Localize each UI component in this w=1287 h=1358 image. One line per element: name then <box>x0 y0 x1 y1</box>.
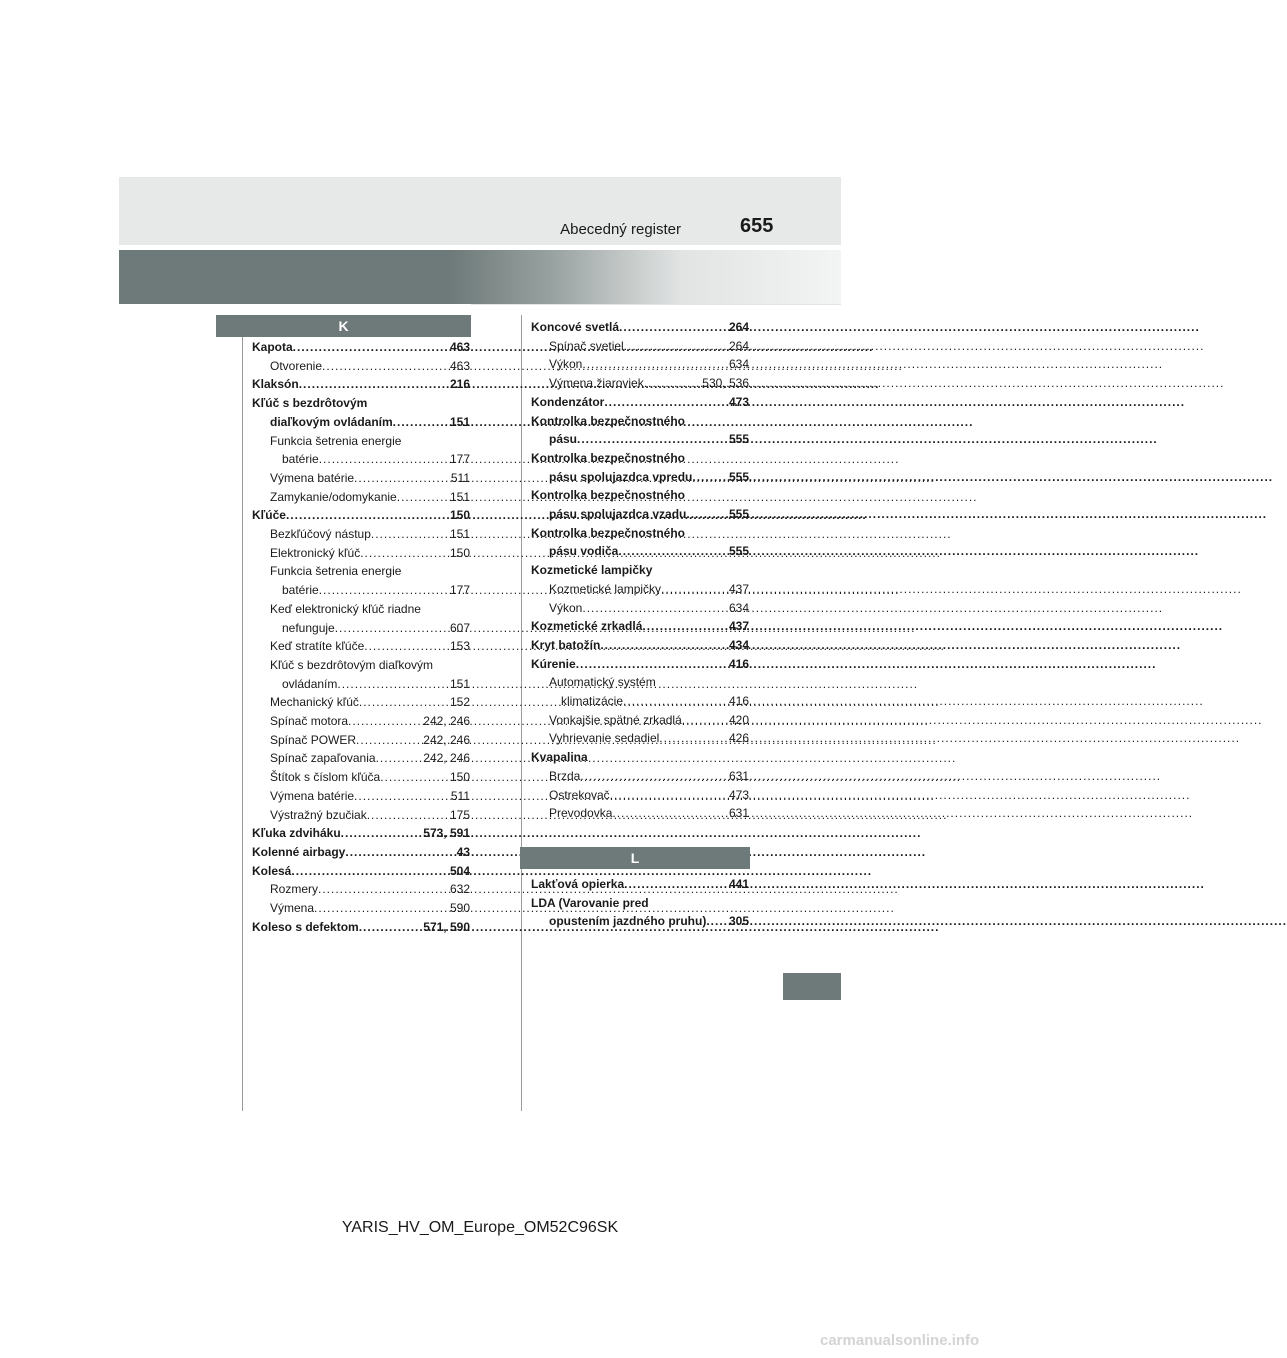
entry-pages: 153 <box>449 639 470 654</box>
index-entry[interactable] <box>252 450 470 469</box>
entry-pages: 511 <box>450 788 470 803</box>
index-column-left <box>252 338 470 937</box>
dot-leader <box>600 636 729 655</box>
entry-term: Kľuka zdviháku <box>252 826 341 841</box>
entry-term: Klaksón <box>252 377 299 392</box>
index-entry[interactable] <box>252 843 470 862</box>
entry-pages: 437 <box>728 581 749 596</box>
entry-pages: 631 <box>728 768 749 783</box>
entry-term: Výstražný bzučiak <box>270 807 367 822</box>
entry-pages: 264 <box>728 320 749 334</box>
entry-term: Brzda <box>549 768 581 783</box>
entry-term: Kozmetické lampičky <box>549 581 662 596</box>
dot-leader <box>337 675 450 694</box>
entry-pages: 416 <box>728 656 749 671</box>
entry-term: ovládaním <box>282 676 338 691</box>
entry-term: Kolesá <box>252 863 292 878</box>
watermark: carmanualsonline.info <box>820 1332 980 1349</box>
index-entry[interactable] <box>252 675 470 694</box>
index-entry[interactable] <box>252 413 470 432</box>
column-divider-middle <box>521 315 522 1111</box>
dot-leader <box>623 692 729 711</box>
entry-pages: 152 <box>449 695 470 710</box>
dot-leader <box>642 617 729 636</box>
header-band <box>119 177 841 245</box>
entry-pages: 437 <box>728 619 749 634</box>
entry-term: Elektronický kľúč <box>270 545 361 560</box>
index-entry[interactable] <box>252 693 470 712</box>
index-entry[interactable] <box>252 731 470 750</box>
dot-leader <box>612 804 729 823</box>
entry-term: Spínač svetiel <box>549 338 624 353</box>
dot-leader <box>354 469 451 488</box>
index-entry[interactable] <box>252 749 470 768</box>
index-subheading: Keď elektronický kľúč riadne <box>270 601 421 616</box>
page-number: 655 <box>740 215 774 237</box>
entry-pages: 175 <box>449 807 470 822</box>
entry-pages: 555 <box>728 544 749 559</box>
section-gap <box>531 823 749 847</box>
dot-leader <box>354 787 451 806</box>
dot-leader <box>364 637 450 656</box>
entry-term: batérie <box>282 583 319 598</box>
index-subheading: Kontrolka bezpečnostného <box>531 413 686 428</box>
entry-term: Bezkľúčový nástup <box>270 527 371 542</box>
index-entry[interactable] <box>531 636 749 655</box>
entry-term: pásu vodiča <box>549 544 619 559</box>
dot-leader <box>582 355 729 374</box>
index-entry[interactable] <box>531 599 749 618</box>
index-entry[interactable] <box>531 430 749 449</box>
entry-pages: 634 <box>728 357 749 372</box>
index-entry[interactable] <box>531 875 749 894</box>
dot-leader <box>661 580 729 599</box>
entry-term: Spínač zapaľovania <box>270 751 376 766</box>
index-entry[interactable] <box>531 729 749 748</box>
entry-pages: 151 <box>449 676 470 691</box>
entry-pages: 634 <box>728 600 749 615</box>
entry-term: Kľúče <box>252 508 286 523</box>
dot-leader <box>318 880 450 899</box>
entry-pages: 434 <box>728 637 749 652</box>
entry-term: Výkon <box>549 357 583 372</box>
entry-term: Kondenzátor <box>531 394 605 409</box>
entry-term: Prevodovka <box>549 806 613 821</box>
entry-pages: 216 <box>449 377 470 392</box>
index-entry[interactable] <box>252 637 470 656</box>
entry-pages: 511 <box>450 470 470 485</box>
dot-leader <box>371 525 450 544</box>
dot-leader <box>580 767 729 786</box>
index-entry[interactable] <box>252 918 470 937</box>
entry-pages: 530, 536 <box>702 376 749 391</box>
index-entry[interactable] <box>252 581 470 600</box>
dot-leader <box>686 505 729 524</box>
entry-term: nefunguje <box>282 620 335 635</box>
index-entry[interactable] <box>252 525 470 544</box>
entry-pages: 632 <box>449 882 470 897</box>
entry-pages: 571, 590 <box>423 919 470 934</box>
dot-leader <box>341 824 424 843</box>
entry-term: Koncové svetlá <box>531 320 620 334</box>
entry-term: Kolenné airbagy <box>252 844 346 859</box>
index-entry[interactable] <box>252 768 470 787</box>
entry-term: Kozmetické zrkadlá <box>531 619 643 634</box>
index-entry[interactable] <box>252 469 470 488</box>
entry-pages: 504 <box>449 863 470 878</box>
entry-pages: 242, 246 <box>423 714 470 729</box>
column-divider-left <box>242 315 243 1111</box>
index-entry[interactable] <box>252 806 470 825</box>
index-entry[interactable] <box>252 357 470 376</box>
entry-pages: 555 <box>728 469 749 484</box>
entry-pages: 150 <box>449 508 470 523</box>
entry-term: pásu spolujazdca vpredu <box>549 469 693 484</box>
index-subheading: Kozmetické lampičky <box>531 563 653 578</box>
entry-pages: 555 <box>728 432 749 447</box>
dot-leader <box>682 711 729 730</box>
entry-term: Výmena žiaroviek <box>549 376 644 391</box>
entry-term: Koleso s defektom <box>252 919 359 934</box>
index-entry[interactable] <box>531 617 749 636</box>
index-subheading: Kontrolka bezpečnostného <box>531 488 686 503</box>
dot-leader <box>360 544 450 563</box>
entry-pages: 305 <box>728 914 749 929</box>
index-entry[interactable] <box>531 580 749 599</box>
entry-term: Mechanický kľúč <box>270 695 359 710</box>
entry-pages: 441 <box>728 876 749 891</box>
entry-pages: 416 <box>728 694 749 709</box>
dot-leader <box>577 430 729 449</box>
index-entry[interactable] <box>252 544 470 563</box>
entry-term: Štítok s číslom kľúča <box>270 770 381 785</box>
entry-term: Vonkajšie spätné zrkadlá <box>549 712 682 727</box>
index-entry[interactable] <box>531 505 749 524</box>
dot-leader <box>644 374 703 393</box>
dot-leader <box>706 912 729 931</box>
entry-term: Otvorenie <box>270 358 323 373</box>
entry-term: Kryt batožín <box>531 637 601 652</box>
dot-leader <box>319 450 450 469</box>
entry-pages: 590 <box>449 901 470 916</box>
entry-term: Kapota <box>252 340 293 354</box>
index-entry[interactable] <box>531 912 749 931</box>
entry-pages: 607 <box>449 620 470 635</box>
index-entry[interactable] <box>252 899 470 918</box>
entry-term: Ostrekovač <box>549 787 610 802</box>
dot-leader <box>359 693 450 712</box>
dot-leader <box>610 786 729 805</box>
index-entry[interactable] <box>531 374 749 393</box>
header-rule <box>471 304 841 305</box>
entry-term: Kúrenie <box>531 656 576 671</box>
entry-pages: 426 <box>728 731 749 746</box>
entry-term: Zamykanie/odomykanie <box>270 489 397 504</box>
letter-header-l: L <box>520 847 750 869</box>
entry-pages: 242, 246 <box>423 732 470 747</box>
entry-pages: 420 <box>728 712 749 727</box>
index-entry[interactable] <box>252 712 470 731</box>
dot-leader <box>345 843 456 862</box>
index-entry[interactable] <box>252 619 470 638</box>
entry-term: klimatizácie <box>561 694 624 709</box>
dot-leader <box>582 599 729 618</box>
dot-leader <box>624 875 729 894</box>
entry-term: diaľkovým ovládaním <box>270 414 393 429</box>
index-subheading: LDA (Varovanie pred <box>531 895 649 910</box>
dot-leader <box>291 862 450 881</box>
index-entry[interactable] <box>531 692 749 711</box>
index-entry[interactable] <box>531 655 749 674</box>
entry-pages: 473 <box>728 394 749 409</box>
index-entry[interactable] <box>252 862 470 881</box>
entry-pages: 150 <box>449 545 470 560</box>
dot-leader <box>692 468 729 487</box>
index-entry[interactable] <box>531 468 749 487</box>
dot-leader <box>314 899 450 918</box>
index-subheading: Kľúč s bezdrôtovým <box>252 396 368 411</box>
entry-term: Výkon <box>549 600 583 615</box>
dot-leader <box>356 731 423 750</box>
entry-pages: 151 <box>449 489 470 504</box>
index-entry[interactable] <box>252 787 470 806</box>
header-gradient-bar <box>119 250 841 304</box>
entry-term: Výmena <box>270 901 315 916</box>
index-entry[interactable] <box>531 711 749 730</box>
index-subheading: Automatický systém <box>549 675 656 690</box>
dot-leader <box>604 393 729 412</box>
index-subheading: Kontrolka bezpečnostného <box>531 525 686 540</box>
dot-leader <box>380 768 450 787</box>
index-entry[interactable] <box>252 375 470 394</box>
index-entry[interactable] <box>531 542 749 561</box>
entry-pages: 242, 246 <box>423 751 470 766</box>
entry-pages: 473 <box>728 787 749 802</box>
entry-pages: 151 <box>449 527 470 542</box>
entry-term: pásu spolujazdca vzadu <box>549 507 687 522</box>
entry-term: Výmena batérie <box>270 470 355 485</box>
index-subheading: Kontrolka bezpečnostného <box>531 450 686 465</box>
letter-header-k: K <box>216 315 471 337</box>
entry-pages: 151 <box>449 414 470 429</box>
dot-leader <box>619 318 729 337</box>
index-entry[interactable] <box>252 880 470 899</box>
dot-leader <box>659 729 729 748</box>
dot-leader <box>376 749 424 768</box>
chapter-thumb-tab[interactable] <box>783 973 841 1000</box>
index-entry[interactable] <box>531 804 749 823</box>
dot-leader <box>319 581 450 600</box>
entry-term: Výmena batérie <box>270 788 355 803</box>
dot-leader <box>335 619 450 638</box>
dot-leader <box>624 337 729 356</box>
index-entry[interactable] <box>531 767 749 786</box>
index-entry[interactable] <box>252 824 470 843</box>
entry-term: Vyhrievanie sedadiel <box>549 731 660 746</box>
entry-pages: 43 <box>456 844 470 859</box>
dot-leader <box>397 488 450 507</box>
index-column-right <box>531 318 749 931</box>
entry-term: batérie <box>282 452 319 467</box>
entry-pages: 463 <box>449 358 470 373</box>
index-entry[interactable] <box>252 488 470 507</box>
entry-term: Keď stratíte kľúče <box>270 639 365 654</box>
index-subheading: Kľúč s bezdrôtovým diaľkovým <box>270 657 434 672</box>
index-subheading: Funkcia šetrenia energie <box>270 433 402 448</box>
dot-leader <box>348 712 423 731</box>
index-entry[interactable] <box>531 337 749 356</box>
entry-term: Rozmery <box>270 882 319 897</box>
entry-term: Spínač POWER <box>270 732 357 747</box>
index-entry[interactable] <box>252 506 470 525</box>
entry-pages: 631 <box>728 806 749 821</box>
entry-pages: 150 <box>449 770 470 785</box>
dot-leader <box>576 655 729 674</box>
entry-pages: 177 <box>449 583 470 598</box>
dot-leader <box>618 542 729 561</box>
entry-pages: 177 <box>449 452 470 467</box>
dot-leader <box>359 918 424 937</box>
entry-term: Spínač motora <box>270 714 349 729</box>
dot-leader <box>393 413 450 432</box>
dot-leader <box>367 806 450 825</box>
entry-pages: 463 <box>449 340 470 354</box>
index-entry[interactable] <box>531 355 749 374</box>
entry-term: pásu <box>549 432 578 447</box>
entry-pages: 573, 591 <box>423 826 470 841</box>
entry-term: opustením jazdného pruhu) <box>549 914 707 929</box>
index-entry[interactable] <box>531 318 749 337</box>
index-entry[interactable] <box>531 393 749 412</box>
dot-leader <box>299 375 450 394</box>
index-subheading: Kvapalina <box>531 750 588 765</box>
section-title: Abecedný register <box>560 221 681 238</box>
dot-leader <box>293 338 450 357</box>
index-entry[interactable] <box>531 786 749 805</box>
document-code: YARIS_HV_OM_Europe_OM52C96SK <box>341 1219 619 1236</box>
entry-pages: 555 <box>728 507 749 522</box>
dot-leader <box>322 357 450 376</box>
index-entry[interactable] <box>252 338 470 357</box>
entry-pages: 264 <box>728 338 749 353</box>
entry-term: Lakťová opierka <box>531 876 625 891</box>
index-subheading: Funkcia šetrenia energie <box>270 564 402 579</box>
dot-leader <box>286 506 450 525</box>
